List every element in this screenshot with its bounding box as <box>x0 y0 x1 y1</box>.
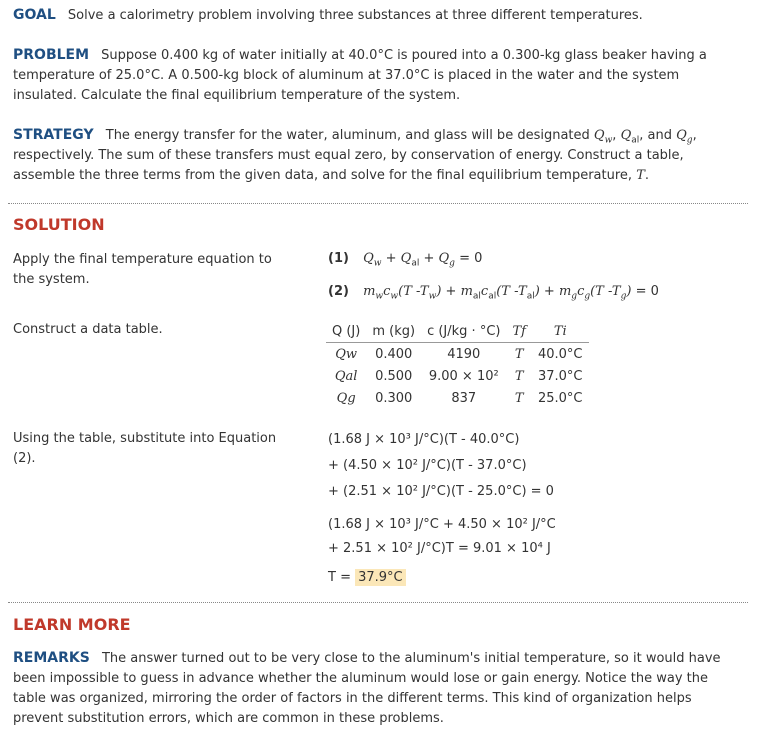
substitution-line: + (4.50 × 10² J/°C)(T - 37.0°C) <box>328 458 527 473</box>
cell-tf: T <box>514 390 524 406</box>
remarks-label: REMARKS <box>13 650 90 666</box>
remarks-paragraph <box>13 648 743 729</box>
step1-text: Apply the final temperature equation to the system. <box>13 252 272 287</box>
table-row <box>326 365 589 387</box>
combine-line: (1.68 J × 10³ J/°C + 4.50 × 10² J/°C <box>328 517 556 532</box>
strategy-text-b: respectively. The sum of these transfers must equal zero, by conservation of energy. Construct a table, assemble the three terms from the given data, and solve for the final equilibrium temperature, <box>13 148 684 183</box>
symbol-t: T <box>636 168 645 183</box>
header-c: c (J/kg · °C) <box>421 320 506 343</box>
cell-ti: 37.0°C <box>537 368 583 384</box>
and-word: , and <box>639 128 672 143</box>
substitution-line: (1.68 J × 10³ J/°C)(T - 40.0°C) <box>328 432 520 447</box>
eq2-number: (2) <box>328 284 349 299</box>
goal-text: Solve a calorimetry problem involving three substances at three different temperatures. <box>67 8 643 23</box>
answer-prefix: T = <box>328 570 351 585</box>
step2-text: Construct a data table. <box>13 322 163 337</box>
divider-bottom <box>8 602 748 603</box>
symbol-qg: $Q_g$ <box>676 128 693 146</box>
strategy-paragraph: STRATEGY The energy transfer for the water, aluminum, and glass will be designated $Q_w$, $Q_{al}$, and $Q_g$, respectively. The sum of these transfers must equal zero, by conservation of energy. Construct a table, assemble the three terms from the given data, and solve for the final equilibrium temperature, T. <box>13 127 697 183</box>
cell-m: 0.400 <box>375 346 413 362</box>
problem-text: Suppose 0.400 kg of water initially at 40.0°C is poured into a 0.300-kg glass beaker having a temperature of 25.0°C. A 0.500-kg block of aluminum at 37.0°C is placed in the water and the system insulated. Calculate the final equilibrium temperature of the system. <box>13 48 707 103</box>
equation-2: (2) $m_wc_w(T$ $-T_w) + m_{al}c_{al}(T$ $-T_{al}) + m_gc_g(T$ $-T_g) = 0$ <box>328 284 659 302</box>
cell-ti: 40.0°C <box>537 346 583 362</box>
answer-value: 37.9°C <box>355 569 406 586</box>
goal-label: GOAL <box>13 7 56 23</box>
solution-heading: SOLUTION <box>13 215 105 234</box>
header-m: m (kg) <box>366 320 421 343</box>
table-row <box>326 387 589 409</box>
problem-label: PROBLEM <box>13 47 90 63</box>
table-header-row <box>326 320 589 343</box>
remarks-text: The answer turned out to be very close to the aluminum's initial temperature, so it would have been impossible to guess in advance whether the aluminum would lose or gain energy. Notice the way the table was organized, mirroring the order of factors in the different terms. This kind of organization helps prevent substitution errors, which are common in these problems. <box>13 651 721 726</box>
substitution-line: + (2.51 × 10² J/°C)(T - 25.0°C) = 0 <box>328 484 554 499</box>
cell-c: 4190 <box>447 346 481 362</box>
symbol-qw: $Q_w$ <box>593 128 613 146</box>
cell-tf: T <box>514 368 524 384</box>
learn-more-heading: LEARN MORE <box>13 615 131 634</box>
combine-line: + 2.51 × 10² J/°C)T = 9.01 × 10⁴ J <box>328 541 551 556</box>
cell-q: Qg <box>336 390 356 406</box>
final-answer <box>328 570 406 585</box>
data-table <box>326 320 589 409</box>
symbol-qal: $Q_{al}$ <box>620 128 640 146</box>
strategy-label: STRATEGY <box>13 127 94 143</box>
cell-m: 0.300 <box>375 390 413 406</box>
cell-m: 0.500 <box>375 368 413 384</box>
eq1-number: (1) <box>328 251 349 266</box>
header-tf: Tf <box>506 320 531 343</box>
header-ti: Ti <box>532 320 589 343</box>
strategy-text-a: The energy transfer for the water, aluminum, and glass will be designated <box>105 128 590 143</box>
table-row <box>326 343 589 366</box>
step3-text: Using the table, substitute into Equation (2). <box>13 431 277 466</box>
cell-c: 837 <box>451 390 477 406</box>
problem-paragraph <box>13 45 743 106</box>
cell-c: 9.00 × 10² <box>428 368 499 384</box>
equation-1: (1) $Q_w + Q_{al} + Q_g = 0$ <box>328 251 483 269</box>
cell-tf: T <box>514 346 524 362</box>
cell-ti: 25.0°C <box>537 390 583 406</box>
cell-q: Qw <box>335 346 358 362</box>
divider-top <box>8 203 748 204</box>
goal-paragraph <box>13 5 743 26</box>
header-q: Q (J) <box>326 320 366 343</box>
cell-q: Qal <box>334 368 358 384</box>
